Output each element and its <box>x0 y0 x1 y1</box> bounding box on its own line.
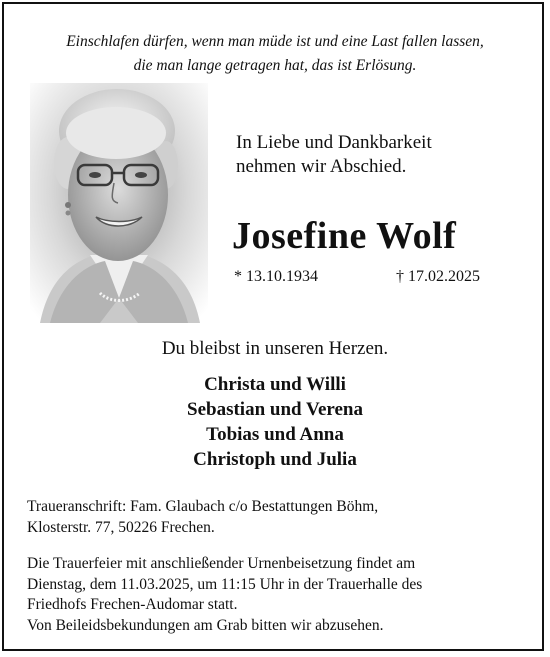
family-member: Christa und Willi <box>204 374 346 395</box>
family-member: Tobias und Anna <box>206 424 344 445</box>
service-line-3: Friedhofs Frechen-Audomar statt. <box>27 596 238 613</box>
service-line-2: Dienstag, dem 11.03.2025, um 11:15 Uhr in der Trauerhalle des <box>27 575 423 593</box>
birth-date: * 13.10.1934 <box>234 268 318 285</box>
quote <box>0 30 550 78</box>
intro-line-2: nehmen wir Abschied. <box>236 156 407 177</box>
funeral-service-info <box>27 554 422 636</box>
address-line-1: Traueranschrift: Fam. Glaubach c/o Bestattungen Böhm, <box>27 498 379 515</box>
deceased-name: Josefine Wolf <box>232 215 457 257</box>
family-list <box>0 372 550 472</box>
quote-line-2: die man lange getragen hat, das ist Erlösung. <box>133 57 417 74</box>
service-line-4: Von Beileidsbekundungen am Grab bitten wir abzusehen. <box>27 616 384 634</box>
family-member: Christoph und Julia <box>193 449 357 470</box>
intro-text <box>236 131 432 179</box>
family-member: Sebastian und Verena <box>187 399 363 420</box>
motto: Du bleibst in unseren Herzen. <box>161 338 389 359</box>
quote-line-1: Einschlafen dürfen, wenn man müde ist und eine Last fallen lassen, <box>66 33 484 50</box>
intro-line-1: In Liebe und Dankbarkeit <box>236 132 432 153</box>
condolence-address <box>27 496 378 538</box>
service-line-1: Die Trauerfeier mit anschließender Urnenbeisetzung findet am <box>27 555 416 572</box>
portrait-photo <box>30 83 208 323</box>
portrait-illustration <box>30 83 208 323</box>
address-line-2: Klosterstr. 77, 50226 Frechen. <box>27 519 215 536</box>
death-date: † 17.02.2025 <box>396 268 480 285</box>
